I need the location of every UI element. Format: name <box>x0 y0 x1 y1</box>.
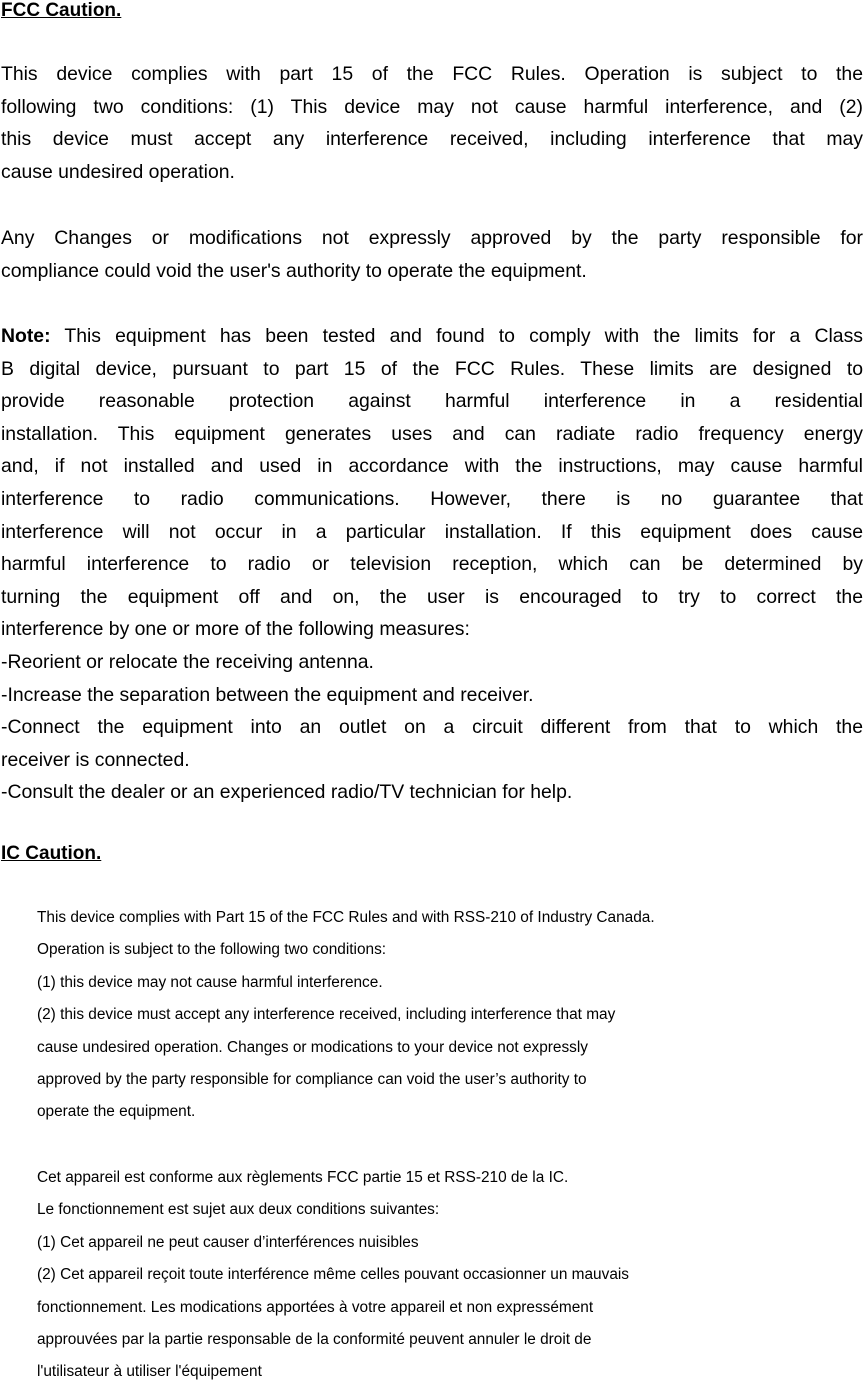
text-line: l'utilisateur à utiliser l'équipement <box>37 1363 262 1381</box>
text-line: Cet appareil est conforme aux règlements FCC partie 15 et RSS-210 de la IC. <box>37 1169 569 1186</box>
fcc-compliance-paragraph <box>1 58 863 188</box>
text-line: (1) Cet appareil ne peut causer d’interférences nuisibles <box>37 1233 419 1251</box>
text-line: turning the equipment off and on, the user is encouraged to try to correct the <box>1 585 863 608</box>
measure-item: -Reorient or relocate the receiving antenna. <box>1 650 374 673</box>
text-line: harmful interference to radio or television reception, which can be determined by <box>1 553 863 576</box>
text-line: approuvées par la partie responsable de la conformité peuvent annuler le droit de <box>37 1331 592 1349</box>
text-line: B digital device, pursuant to part 15 of the FCC Rules. These limits are designed to <box>1 357 863 380</box>
note-label: Note: <box>1 325 51 347</box>
text-line: Note: This equipment has been tested and found to comply with the limits for a Class <box>1 325 863 347</box>
fcc-modifications-paragraph <box>1 222 863 287</box>
text-line: compliance could void the user's authority to operate the equipment. <box>1 259 587 282</box>
ic-french-statement <box>37 1162 629 1389</box>
text-line: This device complies with part 15 of the FCC Rules. Operation is subject to the <box>1 63 863 85</box>
measure-item: receiver is connected. <box>1 748 190 771</box>
text-line: (2) this device must accept any interference received, including interference that may <box>37 1006 616 1024</box>
text-line: This device complies with Part 15 of the FCC Rules and with RSS-210 of Industry Canada. <box>37 909 655 926</box>
text-line: this device must accept any interference received, including interference that may <box>1 128 863 151</box>
text-line: following two conditions: (1) This device may not cause harmful interference, and (2) <box>1 95 863 118</box>
text-line: fonctionnement. Les modications apportées à votre appareil et non expressément <box>37 1298 594 1316</box>
measure-item: -Increase the separation between the equipment and receiver. <box>1 683 534 706</box>
text-line: Any Changes or modifications not expressly approved by the party responsible for <box>1 227 863 249</box>
text-line: operate the equipment. <box>37 1103 196 1121</box>
ic-caution-heading: IC Caution. <box>1 843 102 864</box>
text-line: interference will not occur in a particular installation. If this equipment does cause <box>1 520 863 543</box>
text-line: interference by one or more of the following measures: <box>1 618 470 641</box>
text-line: interference to radio communications. However, there is no guarantee that <box>1 487 863 510</box>
text-line: (1) this device may not cause harmful interference. <box>37 973 383 991</box>
text-line: provide reasonable protection against harmful interference in a residential <box>1 390 863 413</box>
ic-english-statement <box>37 902 655 1129</box>
text-line: and, if not installed and used in accordance with the instructions, may cause harmful <box>1 455 863 478</box>
text-line: approved by the party responsible for compliance can void the user’s authority to <box>37 1071 587 1089</box>
measure-item: -Consult the dealer or an experienced radio/TV technician for help. <box>1 781 573 804</box>
text-line: installation. This equipment generates uses and can radiate radio frequency energy <box>1 422 863 445</box>
fcc-note-paragraph <box>1 320 863 809</box>
measure-item: -Connect the equipment into an outlet on a circuit different from that to which the <box>1 716 863 739</box>
text-line: Operation is subject to the following two conditions: <box>37 941 387 959</box>
text-line: cause undesired operation. <box>1 160 235 183</box>
fcc-caution-heading: FCC Caution. <box>1 0 122 21</box>
text-line: Le fonctionnement est sujet aux deux conditions suivantes: <box>37 1201 440 1219</box>
text-line: (2) Cet appareil reçoit toute interférence même celles pouvant occasionner un mauvais <box>37 1266 629 1284</box>
text-line: cause undesired operation. Changes or modications to your device not expressly <box>37 1038 588 1056</box>
